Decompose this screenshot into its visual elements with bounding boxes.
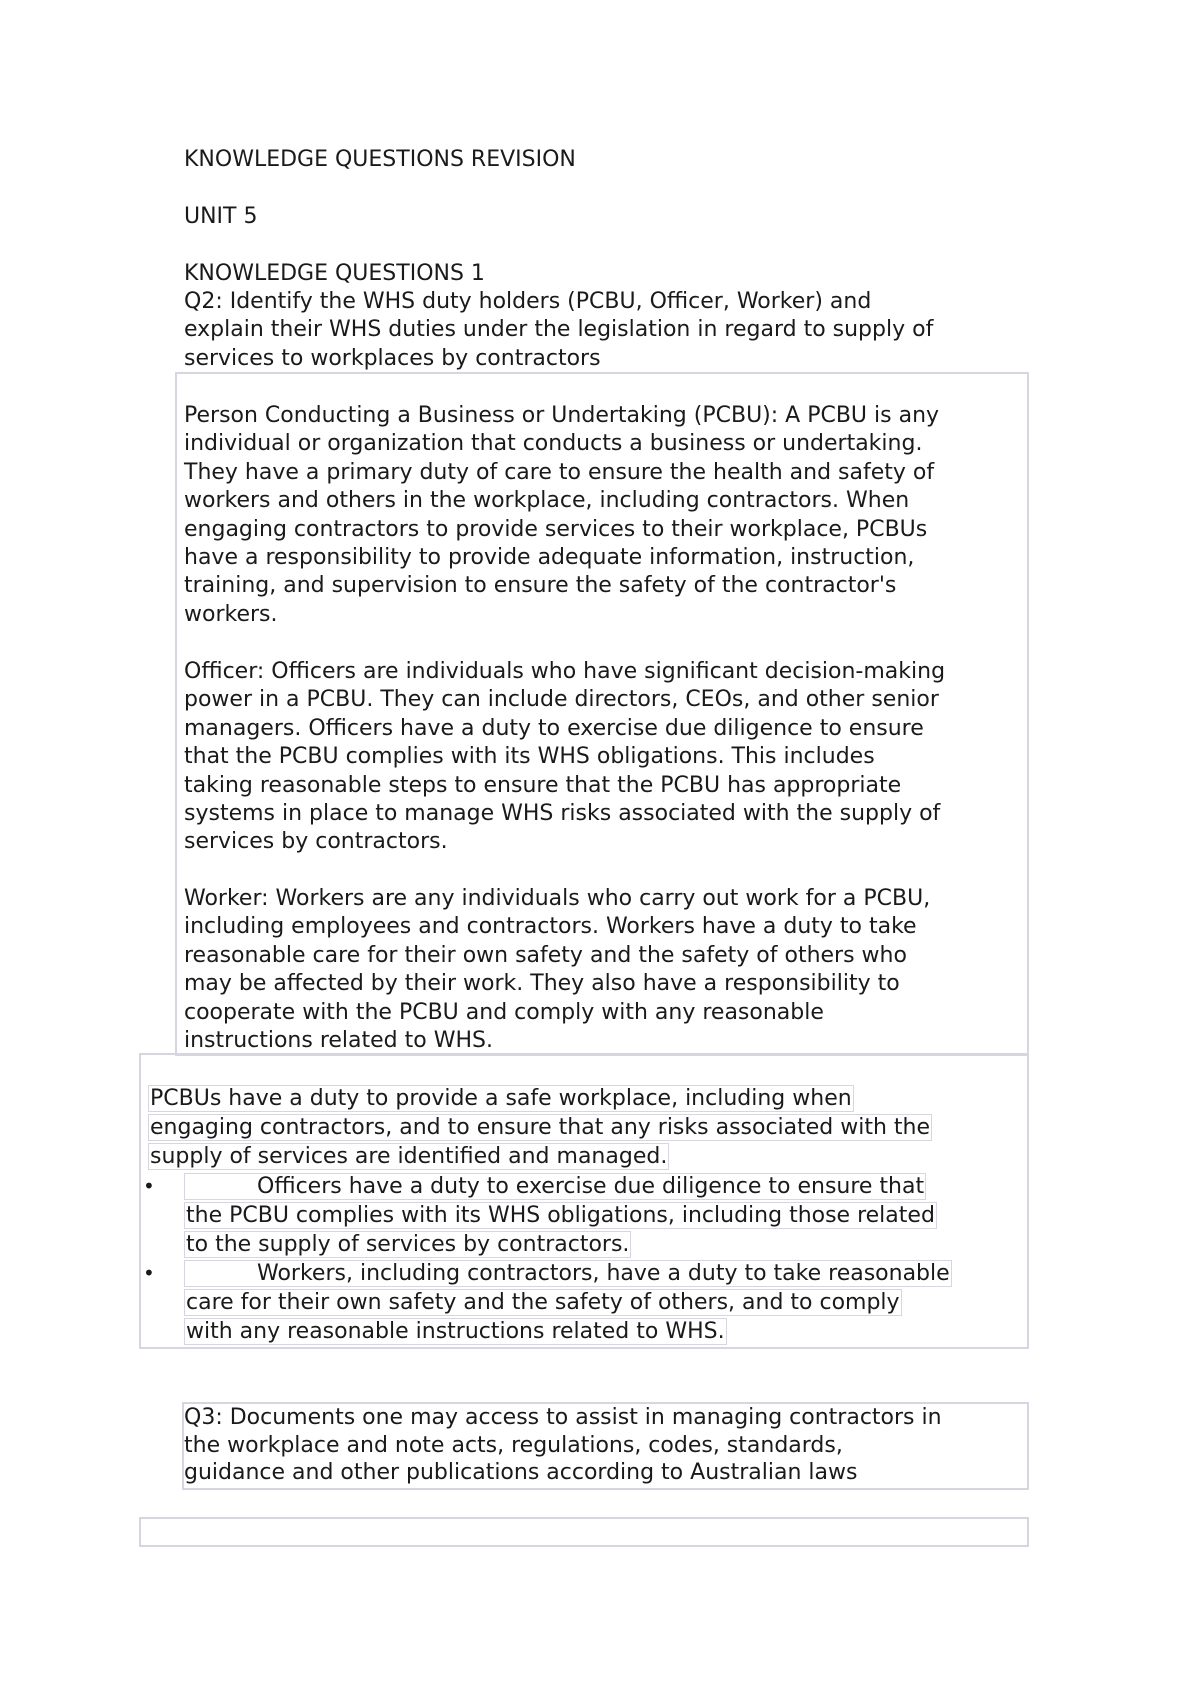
paragraph-line: including employees and contractors. Workers have a duty to take: [184, 914, 917, 940]
paragraph-line: Worker: Workers are any individuals who carry out work for a PCBU,: [184, 886, 931, 911]
paragraph-line: services by contractors.: [184, 829, 448, 855]
unit-label: UNIT 5: [184, 204, 258, 229]
paragraph-line: power in a PCBU. They can include directors, CEOs, and other senior: [184, 687, 939, 713]
summary-line: supply of services are identified and managed.: [150, 1144, 668, 1169]
pcbu-paragraph: [184, 402, 1034, 629]
q2-line: explain their WHS duties under the legislation in regard to supply of: [184, 317, 934, 343]
paragraph-line: that the PCBU complies with its WHS obligations. This includes: [184, 744, 875, 770]
bullet-line: Workers, including contractors, have a duty to take reasonable: [184, 1260, 952, 1287]
q3-line: guidance and other publications according to Australian laws: [184, 1460, 858, 1485]
q3-line: the workplace and note acts, regulations, codes, standards,: [184, 1432, 843, 1458]
q3-question: [184, 1404, 1034, 1487]
paragraph-line: Person Conducting a Business or Undertaking (PCBU): A PCBU is any: [184, 403, 940, 428]
officer-paragraph: [184, 658, 1034, 857]
paragraph-line: training, and supervision to ensure the safety of the contractor's: [184, 573, 897, 599]
bullet-line: the PCBU complies with its WHS obligations, including those related: [186, 1203, 935, 1228]
paragraph-line: taking reasonable steps to ensure that the PCBU has appropriate: [184, 772, 902, 798]
paragraph-line: systems in place to manage WHS risks associated with the supply of: [184, 801, 941, 827]
bullet-line: Officers have a duty to exercise due diligence to ensure that: [184, 1173, 926, 1200]
bullet-line: with any reasonable instructions related to WHS.: [186, 1319, 725, 1344]
paragraph-line: engaging contractors to provide services to their workplace, PCBUs: [184, 516, 928, 542]
paragraph-line: have a responsibility to provide adequate information, instruction,: [184, 545, 915, 571]
frame-tick: [175, 856, 176, 882]
paragraph-line: may be affected by their work. They also have a responsibility to: [184, 971, 900, 997]
bullet-line: to the supply of services by contractors.: [186, 1232, 630, 1257]
section-heading: KNOWLEDGE QUESTIONS 1: [184, 261, 485, 286]
q2-question: [184, 288, 1044, 373]
paragraph-line: reasonable care for their own safety and the safety of others who: [184, 942, 907, 968]
q3-answer-box: [139, 1517, 1029, 1547]
paragraph-line: individual or organization that conducts a business or undertaking.: [184, 431, 923, 457]
summary-bullet-workers: [184, 1259, 1034, 1346]
q3-line: Q3: Documents one may access to assist in managing contractors in: [184, 1405, 942, 1430]
q2-line: Q2: Identify the WHS duty holders (PCBU, Officer, Worker) and: [184, 289, 872, 314]
paragraph-line: managers. Officers have a duty to exercise due diligence to ensure: [184, 715, 924, 741]
document-title: KNOWLEDGE QUESTIONS REVISION: [184, 147, 576, 172]
paragraph-line: cooperate with the PCBU and comply with any reasonable: [184, 999, 824, 1025]
bullet-line: care for their own safety and the safety of others, and to comply: [186, 1290, 900, 1315]
frame-tick: [175, 630, 176, 656]
bullet-icon: •: [143, 1261, 155, 1285]
paragraph-line: workers.: [184, 601, 278, 627]
q2-line: services to workplaces by contractors: [184, 345, 601, 371]
bullet-icon: •: [143, 1174, 155, 1198]
paragraph-line: They have a primary duty of care to ensure the health and safety of: [184, 459, 935, 485]
paragraph-line: instructions related to WHS.: [184, 1028, 493, 1054]
summary-line: PCBUs have a duty to provide a safe workplace, including when: [150, 1086, 852, 1111]
summary-pcbu: [148, 1084, 1028, 1171]
paragraph-line: workers and others in the workplace, including contractors. When: [184, 488, 910, 514]
summary-line: engaging contractors, and to ensure that any risks associated with the: [150, 1115, 931, 1140]
worker-paragraph: [184, 885, 1034, 1055]
paragraph-line: Officer: Officers are individuals who have significant decision-making: [184, 659, 946, 684]
summary-bullet-officers: [184, 1172, 1034, 1259]
